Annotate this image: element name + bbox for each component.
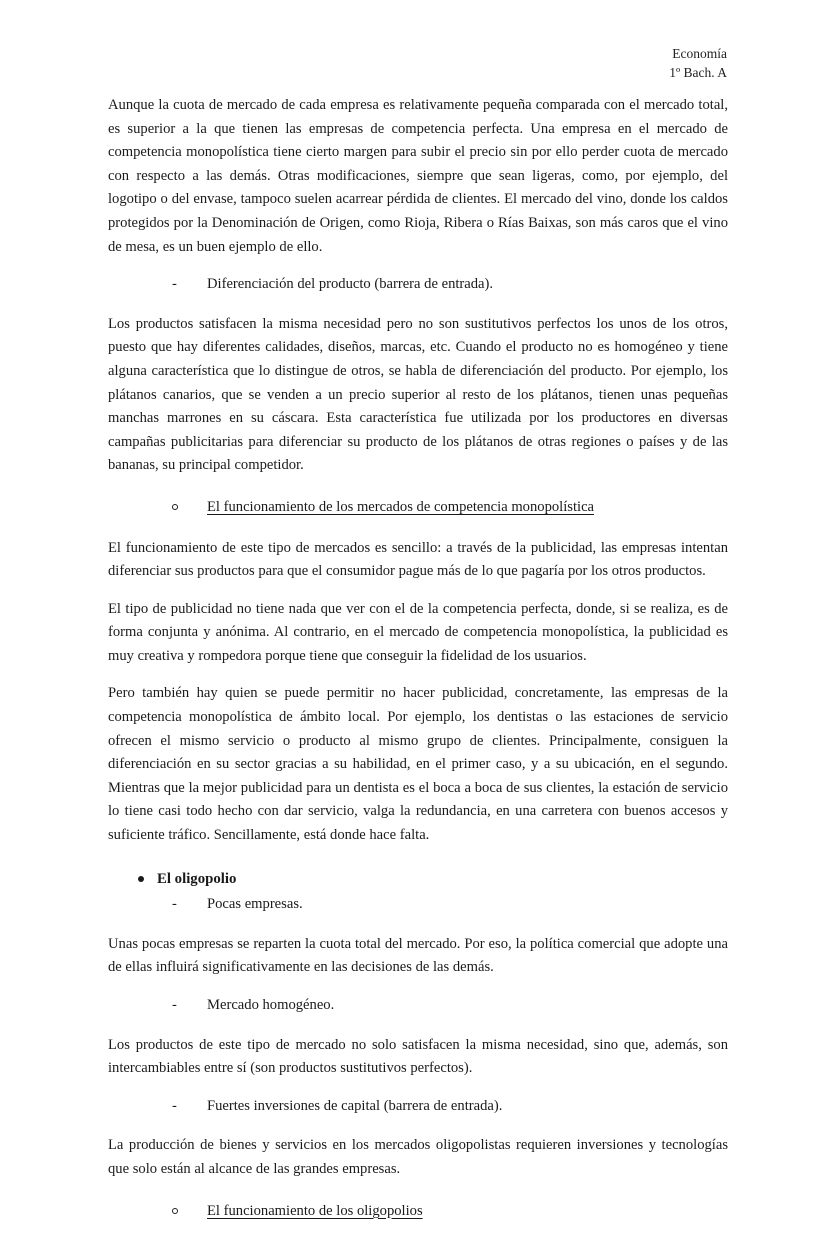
paragraph: Pero también hay quien se puede permitir no hacer publicidad, concretamente, las empresas de la competencia monopolística de ámbito local. Por ejemplo, los dentistas o las estaciones de servicio ofrecen el mismo servicio o producto al mismo grupo de clientes. Principalmente, consiguen la diferenciación en su sector gracias a su habilidad, en el primer caso, y a su ubicación, en el segundo. Mientras que la mejor publicidad para un dentista es el boca a boca de sus clientes, la estación de servicio lo tiene casi todo hecho con dar servicio, valga la redundancia, en una carretera con buenos accesos y suficiente tráfico. Sencillamente, está donde hace falta. bbox=[108, 685, 728, 844]
list-item-label: Diferenciación del producto (barrera de entrada). bbox=[207, 276, 494, 293]
header-course: 1º Bach. A bbox=[669, 65, 727, 80]
circle-bullet-icon bbox=[172, 1208, 178, 1214]
list-item bbox=[108, 893, 728, 917]
header-subject: Economía bbox=[672, 46, 727, 61]
document-body bbox=[108, 94, 728, 1240]
section-heading bbox=[108, 868, 728, 892]
paragraph: Los productos de este tipo de mercado no solo satisfacen la misma necesidad, sino que, además, son intercambiables entre sí (son productos sustitutivos perfectos). bbox=[108, 1036, 728, 1077]
dash-bullet-icon: - bbox=[172, 997, 177, 1013]
list-item bbox=[108, 1095, 728, 1119]
list-item-label: Fuertes inversiones de capital (barrera de entrada). bbox=[207, 1097, 503, 1114]
list-item bbox=[108, 994, 728, 1018]
subheading bbox=[108, 1200, 728, 1224]
subheading bbox=[108, 496, 728, 520]
list-item-label: Mercado homogéneo. bbox=[207, 997, 335, 1013]
page-header bbox=[669, 44, 727, 82]
paragraph: La producción de bienes y servicios en los mercados oligopolistas requieren inversiones y tecnologías que solo están al alcance de las grandes empresas. bbox=[108, 1137, 728, 1177]
disc-bullet-icon bbox=[138, 876, 144, 882]
paragraph: Unas pocas empresas se reparten la cuota total del mercado. Por eso, la política comercial que adopte una de ellas influirá significativamente en las decisiones de las demás. bbox=[108, 935, 728, 976]
dash-bullet-icon: - bbox=[172, 1097, 177, 1114]
list-item-label: Pocas empresas. bbox=[207, 896, 303, 913]
dash-bullet-icon: - bbox=[172, 896, 177, 913]
section-heading-label: El oligopolio bbox=[157, 870, 237, 887]
paragraph: El tipo de publicidad no tiene nada que ver con el de la competencia perfecta, donde, si se realiza, es de forma conjunta y anónima. Al contrario, en el mercado de competencia monopolística, la publicidad es muy creativa y rompedora porque tiene que conseguir la fidelidad de los usuarios. bbox=[108, 600, 728, 664]
circle-bullet-icon bbox=[172, 504, 178, 510]
paragraph: Aunque la cuota de mercado de cada empresa es relativamente pequeña comparada con el mercado total, es superior a la que tienen las empresas de competencia perfecta. Una empresa en el mercado de competencia monopolística tiene cierto margen para subir el precio sin por ello perder cuota de mercado con respecto a las demás. Otras modificaciones, siempre que sean ligeras, como, por ejemplo, del logotipo o del envase, tampoco suelen acarrear pérdida de clientes. El mercado del vino, donde los caldos protegidos por la Denominación de Origen, como Rioja, Ribera o Rías Baixas, son más caros que el vino de mesa, es un buen ejemplo de ello. bbox=[108, 97, 728, 255]
paragraph: Los productos satisfacen la misma necesidad pero no son sustitutivos perfectos los unos de los otros, puesto que hay diferentes calidades, diseños, marcas, etc. Cuando el producto no es homogéneo y tiene alguna característica que lo distingue de otros, se habla de diferenciación del producto. Por ejemplo, los plátanos canarios, que se venden a un precio superior al resto de los plátanos, tienen unas pequeñas manchas marrones en su cáscara. Esta característica fue utilizada por los productores en diversas campañas publicitarias para diferenciar su producto de los plátanos de otras regiones o países y de las bananas, su principal competidor. bbox=[108, 315, 728, 474]
paragraph: El funcionamiento de este tipo de mercados es sencillo: a través de la publicidad, las empresas intentan diferenciar sus productos para que el consumidor pague más de lo que pagaría por los otros productos. bbox=[108, 539, 728, 580]
subheading-label: El funcionamiento de los mercados de competencia monopolística bbox=[207, 498, 595, 515]
dash-bullet-icon: - bbox=[172, 276, 177, 293]
list-item bbox=[108, 273, 728, 297]
subheading-label: El funcionamiento de los oligopolios bbox=[207, 1202, 423, 1219]
